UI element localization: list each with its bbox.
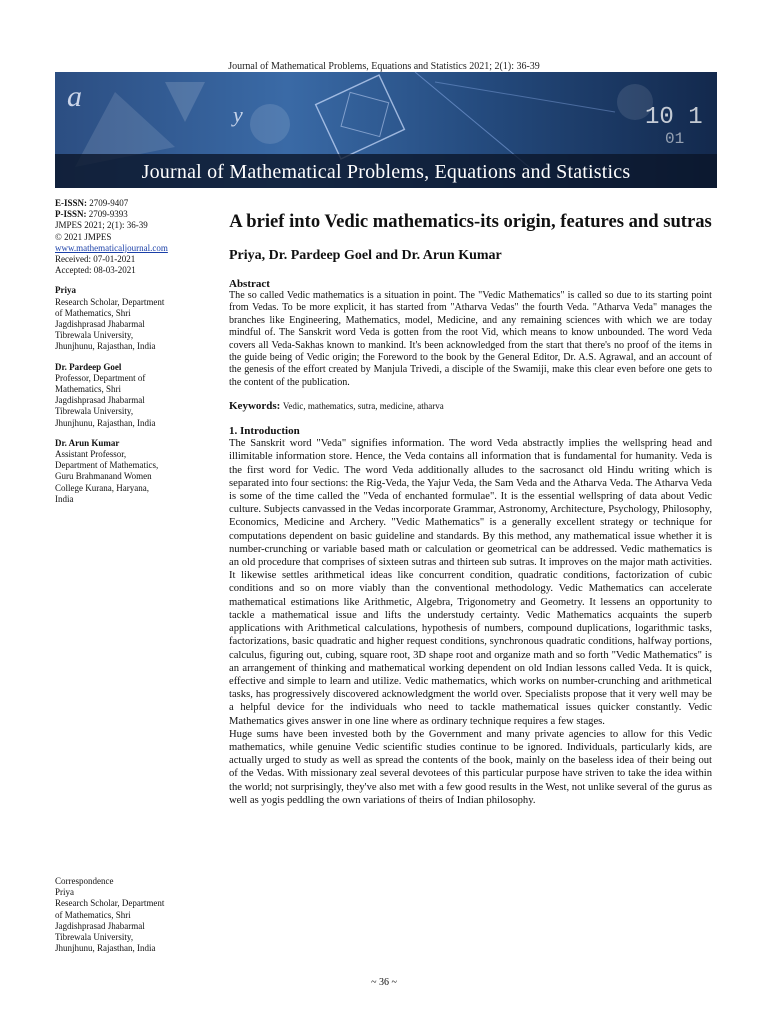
affiliation-line: Guru Brahmanand Women bbox=[55, 471, 152, 482]
affiliation-name: Dr. Pardeep Goel bbox=[55, 361, 122, 372]
jmpes-citation: JMPES 2021; 2(1): 36-39 bbox=[55, 220, 148, 231]
affiliation-line: Assistant Professor, bbox=[55, 449, 127, 460]
affiliation-line: Jhunjhunu, Rajasthan, India bbox=[55, 341, 156, 352]
page-number: ~ 36 ~ bbox=[371, 977, 397, 988]
affiliation-line: of Mathematics, Shri bbox=[55, 307, 131, 318]
affiliation-name: Dr. Arun Kumar bbox=[55, 437, 120, 448]
eissn-line bbox=[55, 198, 205, 209]
affiliation-line: India bbox=[55, 493, 74, 504]
journal-website-anchor[interactable]: www.mathematicaljournal.com bbox=[55, 242, 168, 253]
correspondence-block bbox=[55, 876, 205, 954]
affiliation-line: Professor, Department of bbox=[55, 372, 146, 383]
abstract-heading: Abstract bbox=[229, 278, 270, 290]
affiliation-line: Department of Mathematics, bbox=[55, 460, 159, 471]
running-head: Journal of Mathematical Problems, Equations and Statistics 2021; 2(1): 36-39 bbox=[228, 61, 540, 72]
pissn-value: 2709-9393 bbox=[88, 209, 128, 220]
affiliation-line: College Kurana, Haryana, bbox=[55, 482, 149, 493]
article-sidebar bbox=[55, 198, 205, 505]
affiliation-block bbox=[55, 438, 205, 505]
affiliation-name: Priya bbox=[55, 285, 76, 296]
affiliation-line: Jagdishprasad Jhabarmal bbox=[55, 395, 145, 406]
journal-banner bbox=[55, 72, 717, 188]
introduction-paragraph: The Sanskrit word "Veda" signifies information. The word Veda abstractly implies the wellspring head and illimitable information store. Hence, the Veda contains all information that is fundamental for humanity. Veda is the first word for Vedic. The word Veda additionally alludes to the sacrosanct old Hindu writing which is separated into four sections: the Rig-Veda, the Yajur Veda, the Sam Veda and the Atharva Veda. The Atharva Veda is some of the time called the "Veda of enchanted formulae". It is the essential wellspring of data about Vedic culture. Subjects canvassed in the Vedas incorporate Grammar, Astronomy, Architecture, Psychology, Philosophy, Economics, Medicine and Archery. "Vedic Mathematics" is a generally excellent strategy or technique for computations dependent on basic guideline and standards. By this method, any mathematical issue whether it is number-crunching or variable based math or calculation or geometrical can be addressed. Vedic mathematics is an old procedure that comprises of sixteen sutras and thirteen sub sutras. It improves on the major math activities. It likewise settles arithmetical ideas like concurrent condition, quadratic conditions, factorization of cubic conditions and so on more viably than the conventional methodology. Vedic Mathematics can accelerate mathematical estimations like Arithmetic, Algebra, Trigonometry and Geometry. It lessens an opportunity to tackle a mathematical issue and lifts the understudy certainty. Vedic Mathematics acquaints the superb applications with Arithmetical calculations, hypothesis of numbers, compound duplications, logarithmic tasks, factorizations, basic quadratic and higher request conditions, synchronous quadratic conditions, halfway portions, calculus, figuring out, cubing, square root, 3D shape root and organize math and so forth "Vedic Mathematics" is an arrangement of thinking and mathematical working dependent on old Indian lessons called Veda. It is quick, effective and simple to learn and utilize. Vedic mathematics, which works on number-crunching and arithmetical tasks, has progressively discovered acknowledgment the world over. Specialists propose that it very well may be a helpful device for the individuals who need to tackle mathematical issues quicker constantly. Vedic Mathematics gives answer in one line where as ordinary technique requires a few stages. bbox=[229, 438, 712, 727]
article-main bbox=[229, 210, 712, 807]
keywords-label: Keywords: bbox=[229, 400, 281, 413]
pissn-line bbox=[55, 209, 205, 220]
affiliation-line: Jhunjhunu, Rajasthan, India bbox=[55, 417, 156, 428]
journal-website-link[interactable] bbox=[55, 243, 205, 254]
correspondence-name: Priya bbox=[55, 887, 74, 898]
correspondence-line: of Mathematics, Shri bbox=[55, 909, 131, 920]
banner-glyph-binary-1: 10 1 bbox=[645, 104, 703, 131]
eissn-label: E-ISSN: bbox=[55, 198, 88, 208]
correspondence-line: Jagdishprasad Jhabarmal bbox=[55, 920, 145, 931]
introduction-heading: 1. Introduction bbox=[229, 425, 300, 438]
banner-glyph-y: y bbox=[233, 102, 243, 127]
correspondence-line: Jhunjhunu, Rajasthan, India bbox=[55, 943, 156, 954]
affiliation-block bbox=[55, 285, 205, 352]
banner-glyph-a: a bbox=[67, 80, 82, 113]
correspondence-heading: Correspondence bbox=[55, 876, 114, 886]
article-title: A brief into Vedic mathematics-its origin, features and sutras bbox=[229, 211, 712, 232]
keywords-value: Vedic, mathematics, sutra, medicine, atharva bbox=[282, 401, 444, 412]
affiliation-block bbox=[55, 362, 205, 429]
copyright: © 2021 JMPES bbox=[55, 231, 112, 242]
affiliation-line: Jagdishprasad Jhabarmal bbox=[55, 319, 145, 330]
correspondence-line: Tibrewala University, bbox=[55, 932, 134, 943]
affiliation-line: Tibrewala University, bbox=[55, 330, 134, 341]
affiliation-line: Research Scholar, Department bbox=[55, 296, 165, 307]
introduction-paragraph: Huge sums have been invested both by the Government and many private agencies to allow for this Vedic mathematics, while genuine Vedic scientific studies continue to be ignored. Individuals, particularly kids, are actually urged to study as well as spread the contents of the book, mainly on the baseless idea of their being out of the Vedas. With missionary zeal several devotees of this particular purpose have striven to take the idea within the world; not surprisingly, they've also met with a few good results in the West, not unlike several of the gurus as well as yogis peddling the own variations of theirs of Indian philosophy. bbox=[229, 728, 712, 806]
affiliation-line: Mathematics, Shri bbox=[55, 384, 121, 395]
article-authors: Priya, Dr. Pardeep Goel and Dr. Arun Kumar bbox=[229, 248, 502, 263]
banner-glyph-binary-2: 01 bbox=[665, 130, 685, 148]
received-date: Received: 07-01-2021 bbox=[55, 254, 136, 265]
affiliation-line: Tibrewala University, bbox=[55, 406, 134, 417]
journal-title: Journal of Mathematical Problems, Equations and Statistics bbox=[141, 161, 631, 183]
correspondence-line: Research Scholar, Department bbox=[55, 898, 165, 909]
pissn-label: P-ISSN: bbox=[55, 209, 87, 220]
eissn-value: 2709-9407 bbox=[89, 198, 129, 208]
keywords-line bbox=[229, 400, 712, 412]
accepted-date: Accepted: 08-03-2021 bbox=[55, 265, 136, 276]
abstract-text: The so called Vedic mathematics is a situation in point. The "Vedic Mathematics" is called so due to its starting point from Vedas. To be more explicit, it has started from "Atharva Vedas" the fourth Veda. "Atharva Veda" manages the branches like Engineering, Mathematics, model, Medicine, and any remaining sciences with which we are today mindful of. The Sanskrit word Veda is gotten from the root Vid, which means to know unbounded. The word Veda covers all Veda-Sakhas known to mankind. It's been acknowledged from the start that there's no proof of the items in the guide being of Vedic origin; the Foreword to the book by the General Editor, Dr. A.S. Agrawal, and an account of the genesis of the effort created by Manjula Trivedi, a disciple of the Swamiji, make this clear even before one gets to the content of the publication. bbox=[229, 290, 712, 388]
